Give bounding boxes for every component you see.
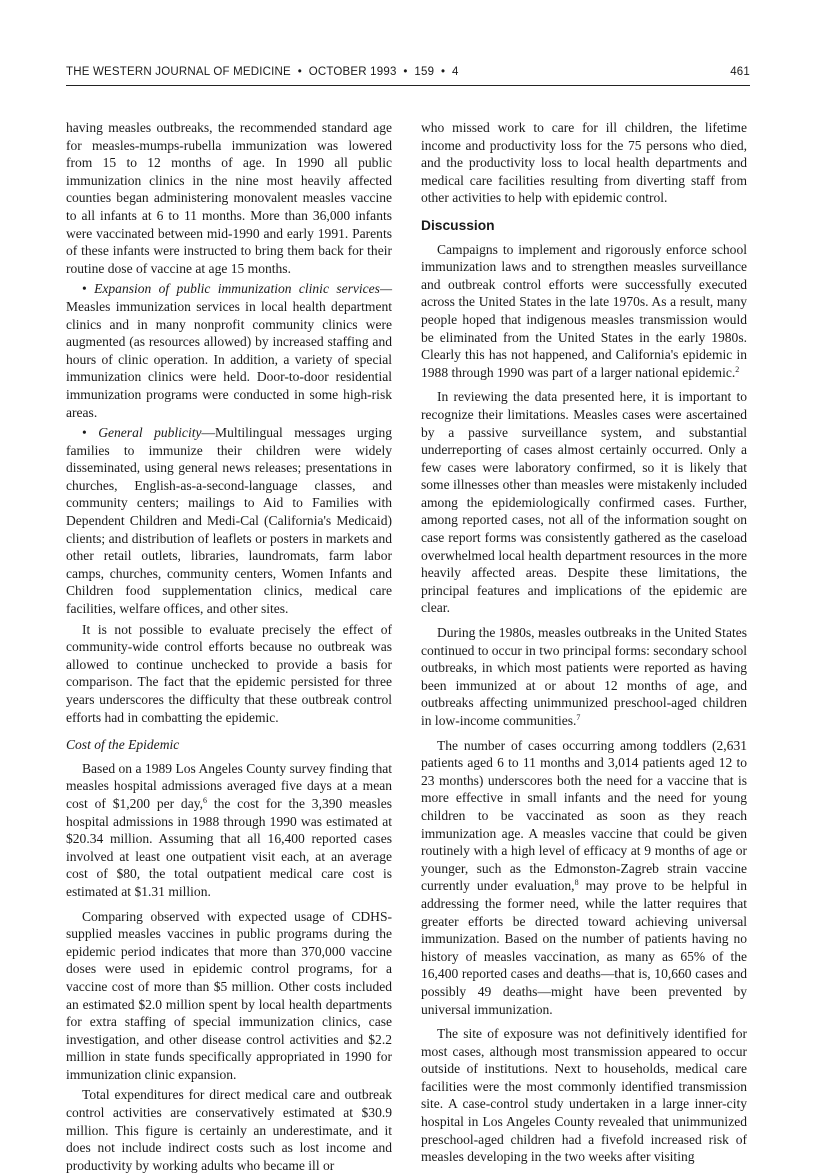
bullet-title: General publicity <box>98 425 202 441</box>
running-header <box>66 66 750 84</box>
paragraph-text: Campaigns to implement and rigorously enforce school immunization laws and to strengthen measles surveillance and outbreak control efforts were successfully executed across the United States in the late 1970s. As a result, many people hoped that indigenous measles transmission would be eliminated from the United States in the early 1980s. Clearly this has not happened, and California's epidemic in 1988 through 1990 was part of a larger national epidemic. <box>421 241 747 380</box>
paragraph: Total expenditures for direct medical care and outbreak control activities are conservatively estimated at $30.9 million. This figure is certainly an underestimate, and it does not include indirect costs such as lost income and productivity by working adults who became ill or <box>66 1087 392 1173</box>
paragraph: who missed work to care for ill children, the lifetime income and productivity loss for the 75 persons who died, and the productivity loss to local health departments and medical care facilities resulting from diverting staff from other activities to help with epidemic control. <box>421 120 747 206</box>
paragraph <box>421 624 747 730</box>
bullet-icon: • <box>82 425 87 441</box>
paragraph-text: Based on a 1989 Los Angeles County survey finding that measles hospital admissions averaged five days at a mean cost of $1,200 per day, <box>66 760 392 811</box>
bullet-text: —Multilingual messages urging families to immunize their children were widely disseminated, using general news releases; presentations in churches, English-as-a-second-language classes, and community centers; mailings to Aid to Families with Dependent Children and Medi-Cal (California's Medicaid) clients; and distribution of leaflets or posters in markets and other retail outlets, libraries, laundromats, farm labor camps, churches, community centers, Women Infants and Children food supplementation clinics, medical care facilities, welfare offices, and other sites. <box>66 425 392 617</box>
header-rule <box>66 85 750 86</box>
section-heading: Discussion <box>421 217 495 233</box>
paragraph: In reviewing the data presented here, it is important to recognize their limitations. Measles cases were ascertained by a passive surveillance system, and substantial underreporting of cases almost certainly occurred. Only a few cases were laboratory confirmed, so it is likely that some illnesses other than measles were mistakenly included among the epidemiologically confirmed cases. Further, among reported cases, not all of the information sought on case report forms was consistently gathered as the caseload overwhelmed local health department resources in the more heavily affected areas. Despite these limitations, the principal features and implications of the epidemic are clear. <box>421 389 747 616</box>
paragraph-text: During the 1980s, measles outbreaks in the United States continued to occur in two principal forms: secondary school outbreaks, in which most patients were reported as having been immunized at or about 12 months of age, and outbreaks affecting unimmunized preschool-aged children in low-income communities. <box>421 625 747 728</box>
reference-marker: 7 <box>576 713 581 722</box>
paragraph: It is not possible to evaluate precisely the effect of community-wide control efforts because no outbreak was allowed to continue unchecked to provide a basis for comparison. The fact that the epidemic persisted for three years underscores the difficulty that these outbreak control efforts had in combatting the epidemic. <box>66 621 392 725</box>
right-column <box>421 119 747 1166</box>
paragraph-text: The number of cases occurring among toddlers (2,631 patients aged 6 to 11 months and 3,014 patients aged 12 to 23 months) underscores both the need for a vaccine that is more effective in small infants and the need for young children to be vaccinated as soon as they reach immunization age. A measles vaccine that could be given routinely with a high level of efficacy at 9 months of age or younger, such as the Edmonston-Zagreb strain vaccine currently under evaluation, <box>421 737 747 894</box>
journal-citation: THE WESTERN JOURNAL OF MEDICINE • OCTOBER 1993 • 159 • 4 <box>66 66 459 78</box>
section-subheading: Cost of the Epidemic <box>66 737 180 753</box>
bullet-item <box>66 280 392 421</box>
paragraph <box>421 241 747 382</box>
page-number: 461 <box>730 66 750 78</box>
paragraph: having measles outbreaks, the recommended standard age for measles-mumps-rubella immunization was lowered from 15 to 12 months of age. In 1990 all public immunization clinics in the nine most heavily affected counties began administering monovalent measles vaccine to all infants at 6 to 11 months. More than 36,000 infants were vaccinated between mid-1990 and early 1991. Parents of these infants were instructed to bring them back for their routine dose of vaccine at age 15 months. <box>66 120 392 276</box>
paragraph <box>421 737 747 1019</box>
bullet-text: Measles immunization services in local health department clinics and in many nonprofit community clinics were augmented (as resources allowed) by increased staffing and hours of clinic operation. In addition, a variety of special immunization clinics were held. Door-to-door residential immunization programs were conducted in some high-risk areas. <box>66 298 392 420</box>
paragraph-text: may prove to be helpful in addressing the former need, while the latter requires that greater efforts be directed toward achieving universal immunization. Based on the number of patients having no history of measles vaccination, as many as 65% of the 16,400 reported cases and deaths—that is, 10,660 cases and possibly 49 deaths—might have been prevented by universal immunization. <box>421 878 747 1017</box>
bullet-item <box>66 424 392 618</box>
reference-marker: 6 <box>203 795 207 805</box>
reference-marker: 2 <box>735 364 740 374</box>
left-column <box>66 119 392 1174</box>
paragraph: Comparing observed with expected usage of CDHS-supplied measles vaccines in public programs during the epidemic period indicates that more than 370,000 vaccine doses were used in epidemic control programs, for a vaccine cost of more than $5 million. Other costs included an estimated $2.0 million spent by local health departments for extra staffing of special immunization clinics, case investigation, and other disease control activities and $2.2 million in state funds specifically appropriated in 1990 for immunization clinic expansion. <box>66 908 392 1082</box>
bullet-icon: • <box>82 281 87 297</box>
reference-marker: 8 <box>574 878 579 888</box>
paragraph: The site of exposure was not definitively identified for most cases, although most transmission appeared to occur outside of institutions. Next to households, medical care facilities were the most commonly identified transmission site. A case-control study undertaken in a large inner-city hospital in Los Angeles County revealed that unimmunized preschool-aged children had a fivefold increased risk of measles developing in the two weeks after visiting <box>421 1026 747 1165</box>
paragraph-text: the cost for the 3,390 measles hospital admissions in 1988 through 1990 was estimated at $20.34 million. Assuming that all 16,400 reported cases involved at least one outpatient visit each, at an average cost of $80, the total outpatient medical care cost is estimated at $1.31 million. <box>66 795 392 899</box>
paragraph <box>66 760 392 901</box>
bullet-title: Expansion of public immunization clinic services— <box>94 281 392 297</box>
